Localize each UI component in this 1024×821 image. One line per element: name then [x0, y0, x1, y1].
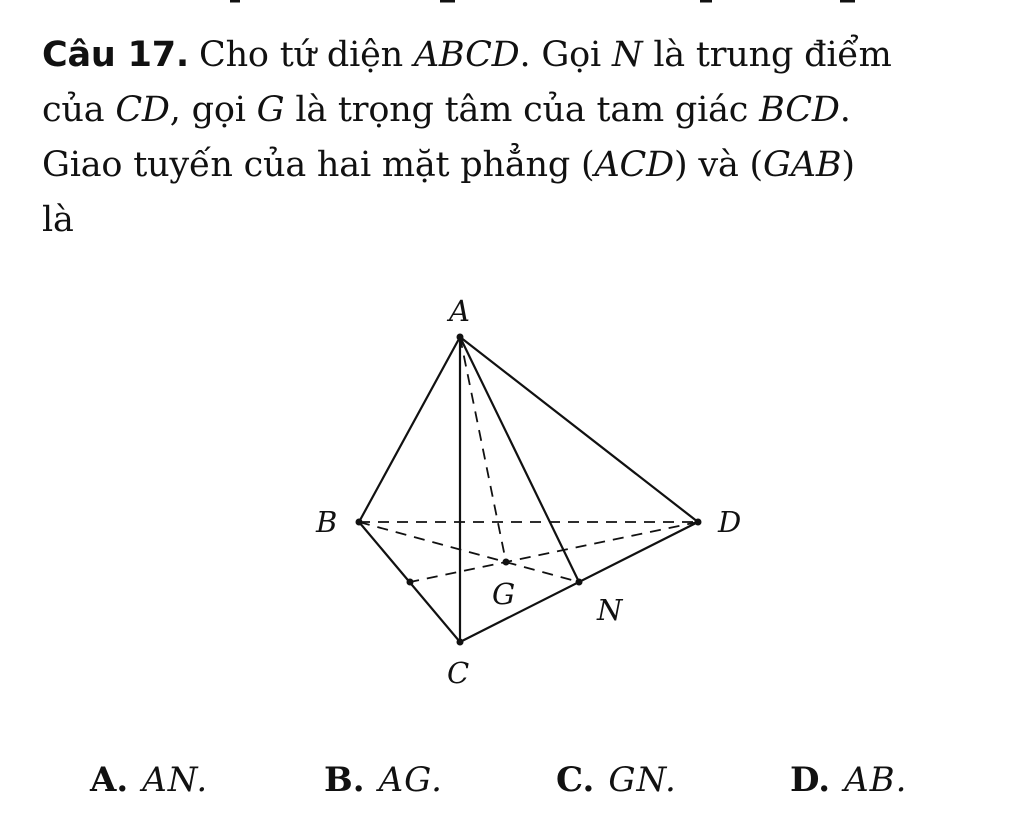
label-d: D	[718, 505, 742, 539]
answer-text: AN.	[142, 760, 209, 800]
math-segment-cd: CD	[115, 90, 170, 130]
text-run: .	[839, 90, 851, 130]
edge-ad	[460, 337, 698, 522]
answer-text: GN.	[608, 760, 677, 800]
text-run: Cho tứ diện	[199, 35, 414, 75]
point-n	[576, 579, 583, 586]
tetrahedron-diagram	[0, 280, 1024, 700]
answer-option-b[interactable]	[324, 760, 443, 800]
label-n: N	[597, 593, 623, 627]
label-a: A	[449, 294, 470, 328]
answer-options	[0, 760, 1024, 810]
text-run: là	[42, 200, 74, 240]
text-run: của	[42, 90, 116, 130]
answer-option-c[interactable]	[556, 760, 677, 800]
hidden-median-bn	[359, 522, 579, 582]
answer-letter: A.	[90, 760, 129, 800]
math-triangle-bcd: BCD	[759, 90, 840, 130]
point-midpoint-bc	[407, 579, 414, 586]
math-plane-gab: GAB	[763, 145, 842, 185]
label-g: G	[492, 577, 516, 611]
answer-option-d[interactable]	[790, 760, 907, 800]
answer-option-a[interactable]	[90, 760, 208, 800]
point-a	[457, 334, 464, 341]
answer-letter: B.	[324, 760, 365, 800]
point-g	[503, 559, 510, 566]
question-line-2	[42, 83, 1022, 138]
math-plane-acd: ACD	[594, 145, 674, 185]
answer-letter: C.	[556, 760, 595, 800]
question-line-1	[42, 28, 1022, 83]
question-line-3	[42, 138, 1022, 193]
question-line-4	[42, 193, 1022, 248]
text-run: , gọi	[169, 90, 257, 130]
edge-ab	[359, 337, 460, 522]
label-b: B	[316, 505, 338, 539]
text-run: . Gọi	[519, 35, 612, 75]
text-run: là trọng tâm của tam giác	[284, 90, 760, 130]
cropped-previous-content	[0, 0, 1024, 8]
math-point-g: G	[256, 90, 285, 130]
text-run: ) và (	[673, 145, 763, 185]
question-number: Câu 17.	[42, 35, 190, 75]
math-tetrahedron: ABCD	[413, 35, 520, 75]
text-run: )	[841, 145, 855, 185]
question-text	[42, 28, 1022, 248]
point-d	[695, 519, 702, 526]
label-c: C	[447, 656, 470, 690]
segment-an	[460, 337, 579, 582]
text-run: là trung điểm	[642, 35, 892, 75]
math-point-n: N	[611, 35, 643, 75]
point-b	[356, 519, 363, 526]
answer-text: AG.	[378, 760, 443, 800]
answer-letter: D.	[790, 760, 831, 800]
hidden-segment-ag	[460, 337, 506, 562]
point-c	[457, 639, 464, 646]
text-run: Giao tuyến của hai mặt phẳng (	[42, 145, 595, 185]
answer-text: AB.	[844, 760, 908, 800]
